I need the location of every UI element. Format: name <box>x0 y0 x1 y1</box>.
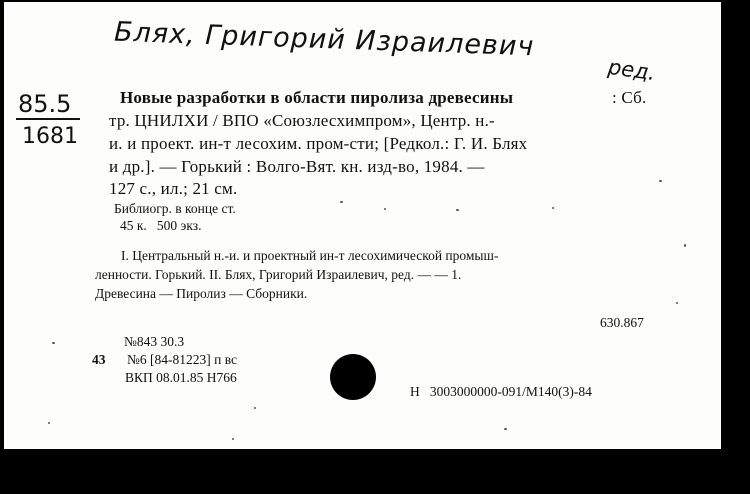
description-line: и. и проект. ин-т лесохим. пром-сти; [Редкол.: Г. И. Блях <box>109 134 528 153</box>
catalog-code: Н 3003000000-091/М140(3)-84 <box>410 384 592 399</box>
scan-speck <box>48 422 50 424</box>
call-number-top: 85.5 <box>18 90 72 118</box>
scan-speck <box>456 209 459 211</box>
service-line: ВКП 08.01.85 Н766 <box>125 370 237 385</box>
scan-speck <box>340 201 343 203</box>
title-suffix: : Сб. <box>612 88 647 107</box>
scan-speck <box>552 207 554 209</box>
description-line: и др.]. — Горький : Волго-Вят. кн. изд-во, 1984. — <box>109 157 485 176</box>
price-circulation: 45 к. 500 экз. <box>120 218 202 233</box>
description-line: 127 с., ил.; 21 см. <box>109 179 238 198</box>
service-line: №843 30.3 <box>124 334 185 349</box>
scan-speck <box>676 302 678 304</box>
scan-speck <box>254 407 256 409</box>
tracing-line: ленности. Горький. II. Блях, Григорий Израилевич, ред. — — 1. <box>95 267 462 282</box>
book-title: Новые разработки в области пиролиза древесины <box>120 88 514 107</box>
scan-speck <box>384 208 386 210</box>
handwritten-author: Бляx, Григорий Израилевич <box>113 16 535 63</box>
service-line: №6 [84-81223] п вс <box>127 352 238 367</box>
scan-speck <box>659 180 662 182</box>
catalog-card <box>4 2 721 449</box>
bibliography-note: Библиогр. в конце ст. <box>114 201 236 216</box>
call-number-divider <box>16 118 80 120</box>
tracing-line: Древесина — Пиролиз — Сборники. <box>95 286 308 301</box>
call-number-bottom: 1681 <box>22 124 78 149</box>
classification-number: 630.867 <box>600 315 644 330</box>
description-line: тр. ЦНИЛХИ / ВПО «Союзлесхимпром», Центр. н.- <box>109 111 495 130</box>
scan-speck <box>52 342 55 344</box>
service-prefix: 43 <box>92 352 106 367</box>
tracing-line: I. Центральный н.-и. и проектный ин-т лесохимической промыш- <box>121 248 499 263</box>
punch-hole <box>330 354 376 400</box>
scan-speck <box>504 428 507 430</box>
scan-speck <box>684 244 686 247</box>
handwritten-role: ред. <box>606 54 657 86</box>
scan-speck <box>232 438 234 440</box>
